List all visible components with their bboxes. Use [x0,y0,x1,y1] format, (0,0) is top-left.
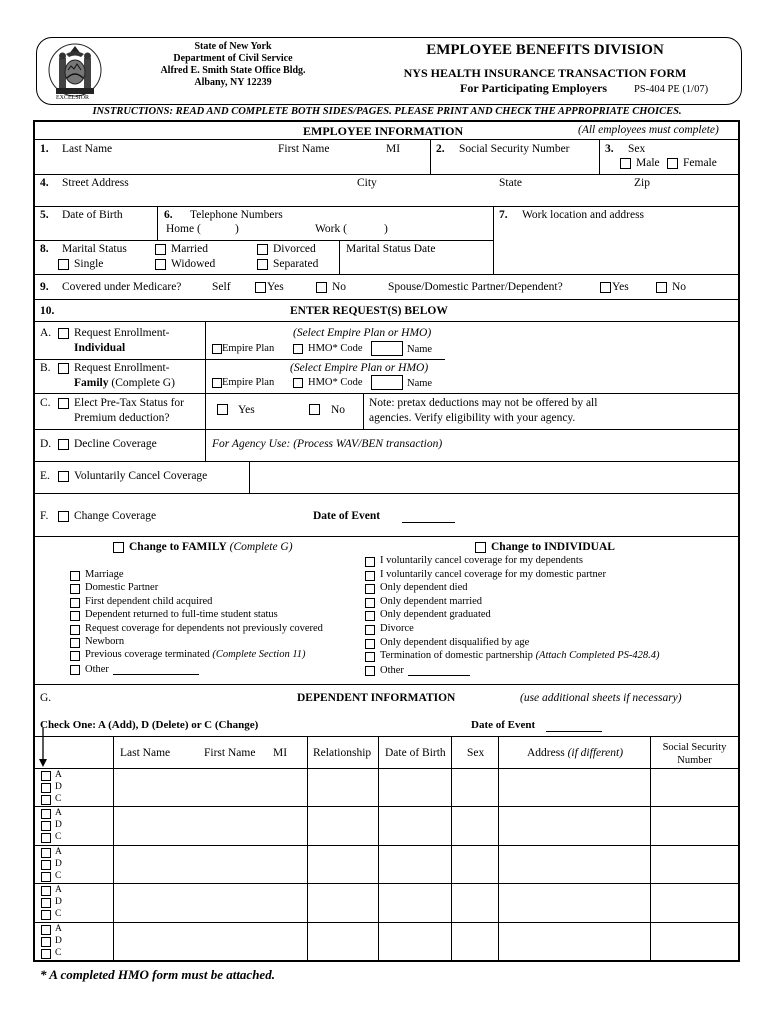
pretax-note-line1: Note: pretax deductions may not be offered by all [369,397,598,409]
individual-option-checkbox[interactable] [365,666,375,676]
select-plan-b: (Select Empire Plan or HMO) [290,362,429,374]
option-c-letter: C. [40,397,51,409]
pretax-note-line2: agencies. Verify eligibility with your agency. [369,412,576,424]
family-option-label [85,636,124,647]
col-last-name: Last Name [120,747,171,759]
agency-use-note: For Agency Use: (Process WAV/BEN transaction) [212,438,443,450]
option-d-letter: D. [40,438,52,450]
empire-plan-b-checkbox[interactable] [212,378,222,388]
city-label: City [357,177,377,189]
col-sex: Sex [467,747,485,759]
individual-option-label [380,637,529,648]
dependent-table-frame [35,736,738,961]
home-phone-close: ) [235,223,239,235]
individual-option-checkbox[interactable] [365,598,375,608]
individual-option-text: I voluntarily cancel coverage for my domestic partner [380,568,606,580]
select-plan-a: (Select Empire Plan or HMO) [293,327,432,339]
request-family-rest: (Complete G) [108,377,175,389]
row-action-checkbox[interactable] [41,771,51,781]
change-individual-label: Change to INDIVIDUAL [491,541,615,553]
hmo-name-b-label: Name [407,378,433,389]
family-option-checkbox[interactable] [70,638,80,648]
option-e-letter: E. [40,470,50,482]
individual-option-checkbox[interactable] [365,584,375,594]
requests-title: ENTER REQUEST(S) BELOW [290,305,448,317]
row-action-label: A [55,808,62,818]
individual-option-checkbox[interactable] [365,639,375,649]
form-title: NYS HEALTH INSURANCE TRANSACTION FORM [403,66,687,80]
pretax-no-checkbox[interactable] [309,404,320,415]
state-seal-icon [44,40,106,102]
request-individual-line1: Request Enrollment- [74,327,170,339]
family-option-text: Previous coverage terminated [85,649,213,661]
row-action-checkbox[interactable] [41,860,51,870]
individual-option-text: Termination of domestic partnership [380,650,536,662]
medicare-spouse-yes-checkbox[interactable] [600,282,611,293]
agency-line-1: State of New York [194,41,272,52]
marital-date-label: Marital Status Date [346,243,436,255]
decline-coverage-label: Decline Coverage [74,438,157,450]
individual-option-label [380,623,414,634]
row-action-checkbox[interactable] [41,809,51,819]
field-1-number: 1. [40,143,49,155]
individual-option-text: I voluntarily cancel coverage for my dependents [380,555,583,566]
family-option-text: Domestic Partner [85,582,159,594]
family-option-checkbox[interactable] [70,665,80,675]
request-individual-checkbox[interactable] [58,328,69,339]
individual-option-label [380,609,491,620]
hmo-code-a-label: HMO* Code [308,343,363,354]
row-action-checkbox[interactable] [41,910,51,920]
mi-label: MI [386,143,401,155]
row-action-label: C [55,948,62,958]
row-action-checkbox[interactable] [41,886,51,896]
pretax-no-label: No [331,404,346,416]
row-action-label: A [55,770,62,780]
request-family-bold: Family [74,377,109,389]
hmo-code-a-input[interactable] [371,341,403,356]
medicare-spouse-no-checkbox[interactable] [656,282,667,293]
field-2-number: 2. [436,143,445,155]
family-option-label [85,596,212,607]
decline-coverage-checkbox[interactable] [58,439,69,450]
medicare-self-no-label: No [332,281,347,293]
change-family-title [129,541,293,553]
row-action-checkbox[interactable] [41,833,51,843]
family-option-label [85,569,123,580]
single-checkbox[interactable] [58,259,69,270]
single-label: Single [74,258,104,270]
col-ssn [651,741,738,767]
pretax-checkbox[interactable] [58,398,69,409]
cancel-coverage-label: Voluntarily Cancel Coverage [74,470,208,482]
home-phone-label: Home ( [166,223,201,235]
hmo-a-checkbox[interactable] [293,344,303,354]
empire-plan-a-label: Empire Plan [222,343,275,354]
agency-line-4: Albany, NY 12239 [194,77,272,88]
individual-option-label [380,555,583,566]
medicare-spouse-label: Spouse/Domestic Partner/Dependent? [388,281,563,293]
individual-option-text: Only dependent graduated [380,609,491,621]
hmo-code-b-input[interactable] [371,375,403,390]
change-family-checkbox[interactable] [113,542,124,553]
col-relationship: Relationship [313,747,372,759]
individual-option-text: Only dependent died [380,582,468,594]
state-label: State [499,177,522,189]
individual-option-checkbox[interactable] [365,571,375,581]
row-action-label: C [55,832,62,842]
footnote: * A completed HMO form must be attached. [40,967,275,982]
pretax-line1: Elect Pre-Tax Status for [74,397,185,409]
row-action-checkbox[interactable] [41,898,51,908]
individual-option-note: (Attach Completed PS-428.4) [535,650,660,662]
row-action-label: C [55,794,62,804]
family-option-label [85,649,306,660]
field-8-number: 8. [40,243,49,255]
section-g-letter: G. [40,692,52,704]
cancel-coverage-checkbox[interactable] [58,471,69,482]
male-label: Male [636,157,660,169]
request-family-line2 [74,377,175,389]
instructions: INSTRUCTIONS: READ AND COMPLETE BOTH SIDES/PAGES. PLEASE PRINT AND CHECK THE APPROPRIATE CHOICES. [92,106,682,117]
dependents-date-event-input[interactable] [546,717,602,732]
family-option-checkbox[interactable] [70,651,80,661]
option-a-letter: A. [40,327,52,339]
row-action-label: C [55,871,62,881]
individual-option-label [380,582,467,593]
dob-label: Date of Birth [62,209,123,221]
separated-checkbox[interactable] [257,259,268,270]
row-action-checkbox[interactable] [41,821,51,831]
family-option-checkbox[interactable] [70,625,80,635]
hmo-code-b-label: HMO* Code [308,377,363,388]
row-action-label: A [55,924,62,934]
field-7-number: 7. [499,209,508,221]
work-phone-label: Work ( [315,223,347,235]
married-checkbox[interactable] [155,244,166,255]
change-family-note: (Complete G) [229,541,293,553]
dependents-title: DEPENDENT INFORMATION [297,692,456,704]
hmo-b-checkbox[interactable] [293,378,303,388]
row-action-label: A [55,847,62,857]
col-mi: MI [273,747,288,759]
change-family-label: Change to FAMILY [129,541,227,553]
col-ssn-line2: Number [677,755,712,766]
field-6-number: 6. [164,209,173,221]
individual-option-checkbox[interactable] [365,625,375,635]
col-dob: Date of Birth [385,747,446,759]
dependents-note: (use additional sheets if necessary) [520,692,682,704]
widowed-label: Widowed [171,258,216,270]
request-family-line1: Request Enrollment- [74,362,170,374]
individual-option-text: Only dependent disqualified by age [380,636,530,648]
col-address-label: Address [527,747,565,759]
phones-label: Telephone Numbers [190,209,283,221]
first-name-label: First Name [278,143,330,155]
field-10-number: 10. [40,305,55,317]
family-option-text: Dependent returned to full-time student status [85,609,278,621]
individual-option-label [380,650,660,661]
family-option-label [85,609,278,620]
family-option-checkbox[interactable] [70,598,80,608]
agency-address [128,41,338,89]
change-individual-checkbox[interactable] [475,542,486,553]
change-date-event-label: Date of Event [313,510,381,522]
family-option-note: (Complete Section 11) [212,649,306,661]
empire-plan-a-checkbox[interactable] [212,344,222,354]
dependents-date-event-label: Date of Event [471,719,536,731]
family-option-text: Newborn [85,636,125,647]
medicare-spouse-no-label: No [672,281,687,293]
change-coverage-checkbox[interactable] [58,511,69,522]
row-action-checkbox[interactable] [41,795,51,805]
medicare-spouse-yes-label: Yes [612,281,629,293]
col-address-note: (if different) [567,747,624,759]
check-one-label: Check One: A (Add), D (Delete) or C (Change) [40,719,259,731]
widowed-checkbox[interactable] [155,259,166,270]
medicare-self-label: Self [212,281,231,293]
employee-info-note: (All employees must complete) [578,124,719,136]
request-individual-line2: Individual [74,342,126,354]
change-coverage-label: Change Coverage [74,510,157,522]
field-5-number: 5. [40,209,49,221]
field-9-number: 9. [40,281,49,293]
form-code: PS-404 PE (1/07) [634,84,709,95]
last-name-label: Last Name [62,143,113,155]
row-action-label: D [55,782,62,792]
row-action-label: D [55,859,62,869]
divorced-label: Divorced [273,243,316,255]
agency-line-3: Alfred E. Smith State Office Bldg. [160,65,306,76]
street-label: Street Address [62,177,129,189]
individual-option-text: Divorce [380,623,414,634]
request-family-checkbox[interactable] [58,363,69,374]
row-action-label: D [55,897,62,907]
marital-status-label: Marital Status [62,243,127,255]
family-option-text: Marriage [85,569,124,580]
individual-option-label [380,664,470,676]
row-action-label: A [55,885,62,895]
family-option-checkbox[interactable] [70,611,80,621]
divorced-checkbox[interactable] [257,244,268,255]
hmo-name-a-label: Name [407,344,433,355]
medicare-self-no-checkbox[interactable] [316,282,327,293]
sex-label: Sex [628,143,646,155]
pretax-yes-label: Yes [238,404,255,416]
row-action-checkbox[interactable] [41,937,51,947]
employee-info-title: EMPLOYEE INFORMATION [303,124,464,138]
row-action-checkbox[interactable] [41,925,51,935]
individual-option-label [380,596,482,607]
row-action-checkbox[interactable] [41,949,51,959]
individual-option-checkbox[interactable] [365,557,375,567]
pretax-yes-checkbox[interactable] [217,404,228,415]
ssn-label: Social Security Number [459,143,570,155]
family-option-checkbox[interactable] [70,584,80,594]
family-option-text: First dependent child acquired [85,595,213,607]
row-action-label: D [55,820,62,830]
female-label: Female [683,157,717,169]
separated-label: Separated [273,258,319,270]
agency-line-2: Department of Civil Service [173,53,293,64]
row-action-checkbox[interactable] [41,848,51,858]
field-3-number: 3. [605,143,614,155]
row-action-label: C [55,909,62,919]
family-option-text: Other [85,663,109,675]
medicare-label: Covered under Medicare? [62,281,182,293]
family-other-input[interactable] [113,663,199,675]
individual-option-checkbox[interactable] [365,611,375,621]
female-checkbox[interactable] [667,158,678,169]
male-checkbox[interactable] [620,158,631,169]
row-action-label: D [55,936,62,946]
family-option-text: Request coverage for dependents not previously covered [85,622,323,634]
zip-label: Zip [634,177,650,189]
empire-plan-b-label: Empire Plan [222,377,275,388]
individual-option-text: Only dependent married [380,595,483,607]
family-option-label [85,582,158,593]
option-b-letter: B. [40,362,51,374]
field-4-number: 4. [40,177,49,189]
change-date-event-input[interactable] [402,508,455,523]
division-title: EMPLOYEE BENEFITS DIVISION [426,42,664,58]
col-ssn-line1: Social Security [662,742,727,753]
work-phone-close: ) [384,223,388,235]
medicare-self-yes-checkbox[interactable] [255,282,266,293]
married-label: Married [171,243,209,255]
individual-option-checkbox[interactable] [365,652,375,662]
row-action-checkbox[interactable] [41,872,51,882]
individual-option-text: Other [380,664,404,676]
medicare-self-yes-label: Yes [267,281,284,293]
option-f-letter: F. [40,510,49,522]
individual-other-input[interactable] [408,664,470,676]
col-address [527,747,623,759]
seal-motto: EXCELSIOR [56,95,89,101]
pretax-line2: Premium deduction? [74,412,170,424]
col-first-name: First Name [204,747,256,759]
family-option-label [85,623,323,634]
family-option-checkbox[interactable] [70,571,80,581]
family-option-label [85,663,199,675]
row-action-checkbox[interactable] [41,783,51,793]
work-location-label: Work location and address [522,209,645,221]
form-subtitle: For Participating Employers [460,81,608,95]
individual-option-label [380,569,606,580]
